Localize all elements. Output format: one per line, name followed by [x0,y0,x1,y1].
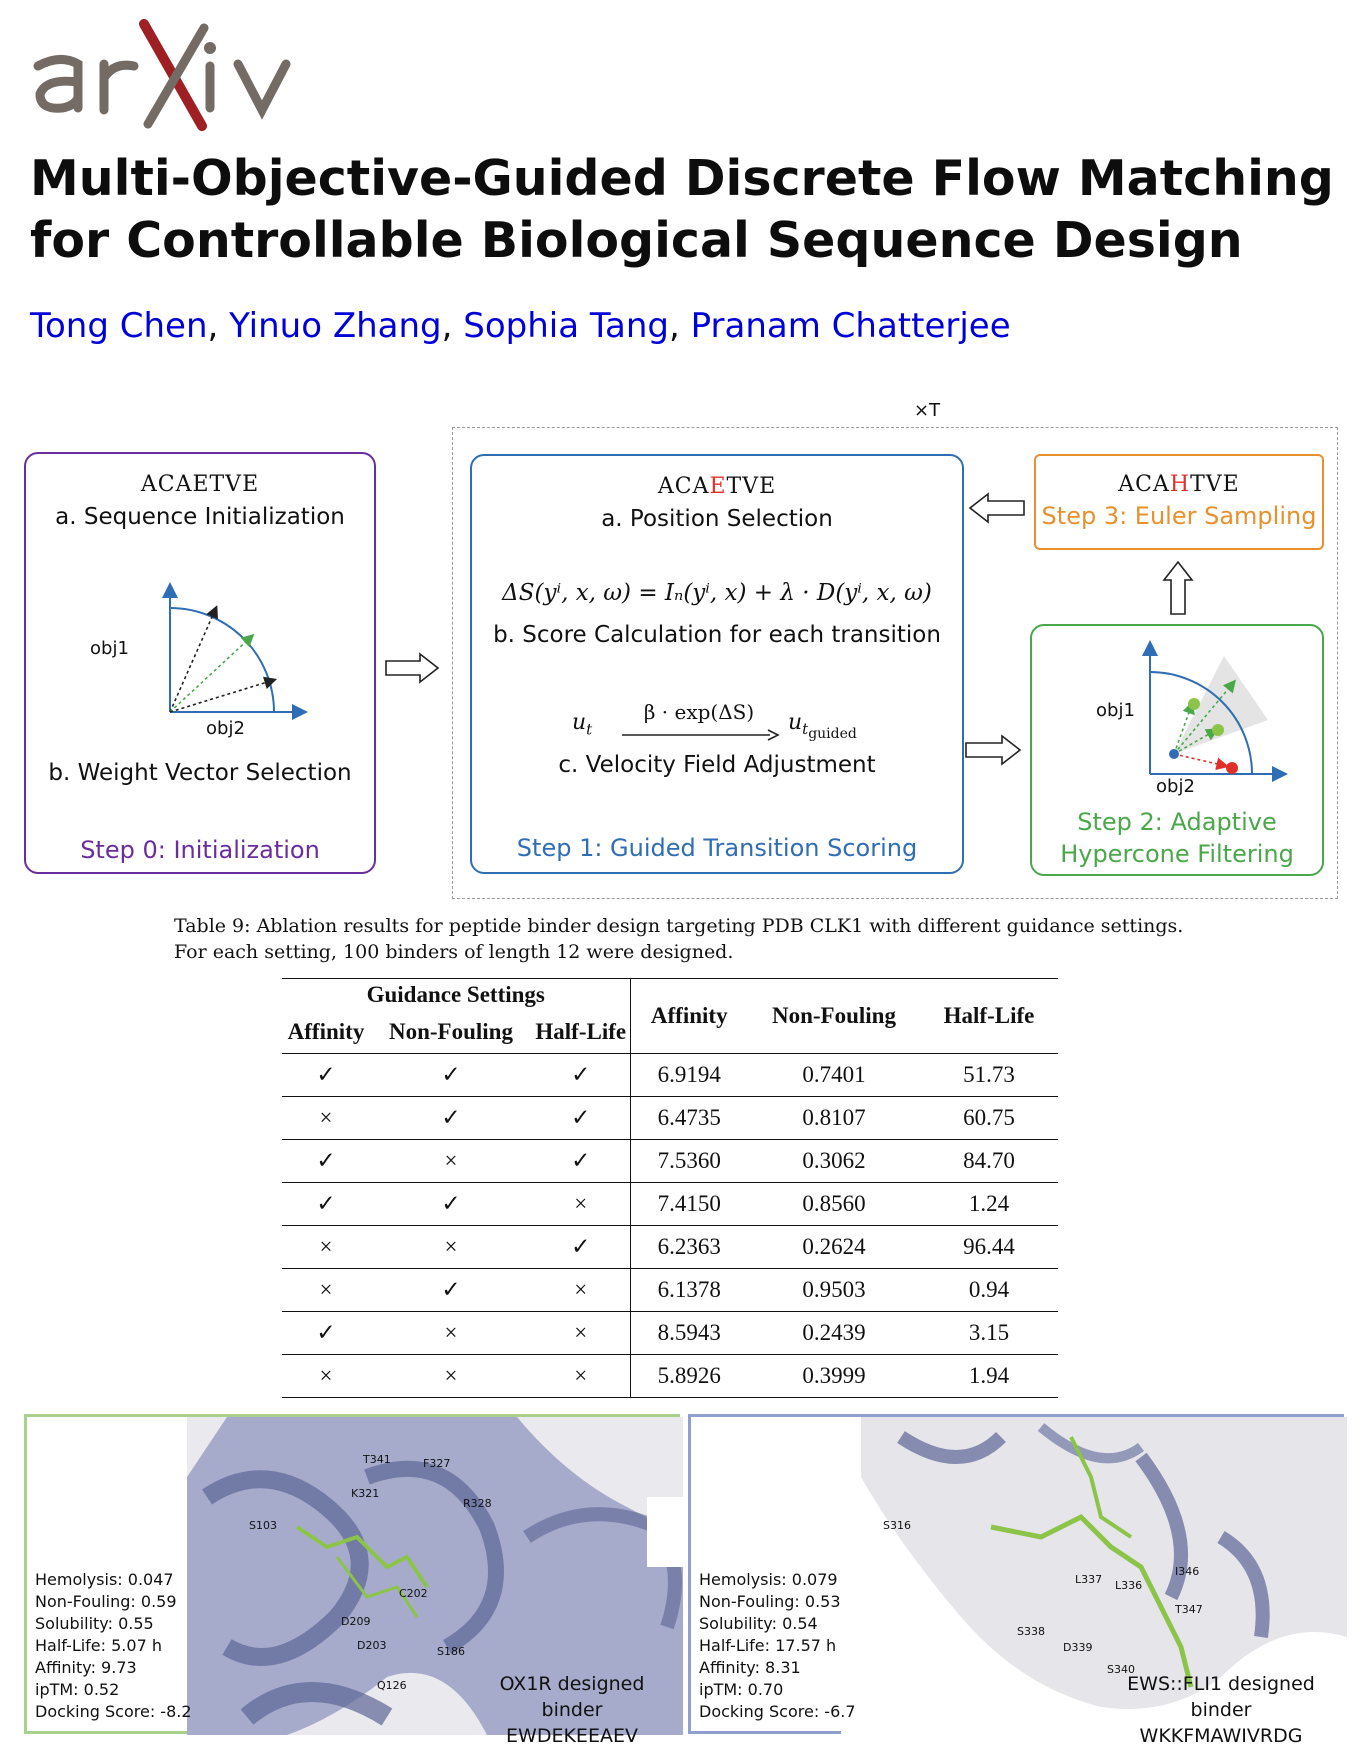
guidance-cell: × [319,1105,333,1130]
step1-position-label: a. Position Selection [601,506,833,532]
step2-axis-x: obj2 [1156,776,1195,797]
metric-cell: 0.8107 [802,1105,866,1130]
step1-score-label: b. Score Calculation for each transition [493,622,941,648]
guidance-cell: × [444,1148,458,1173]
metric-cell: 0.94 [968,1277,1010,1302]
residue-label: T347 [1175,1603,1203,1616]
metric-cell: 51.73 [963,1062,1015,1087]
metric-cell: 84.70 [963,1148,1015,1173]
score-formula: ΔS(yⁱ, x, ω) = Iₙ(yⁱ, x) + λ · D(yⁱ, x, ω) [502,580,932,606]
step3-title: Step 3: Euler Sampling [1041,502,1317,530]
step0-axis-y: obj1 [90,638,129,659]
step2-box [1030,624,1324,876]
logo-text: arXiv [26,142,29,143]
residue-label: L337 [1075,1573,1103,1586]
metric-cell: 0.3999 [802,1363,866,1388]
table-subheader: Half-Life [532,1011,630,1054]
table-row [282,1054,1058,1097]
metric-cell: 6.2363 [657,1234,721,1259]
table-row [282,1183,1058,1226]
step1-velocity-label: c. Velocity Field Adjustment [558,752,876,778]
ewsfli1-panel [688,1414,1344,1747]
table-subheader: Affinity [287,1019,365,1044]
velocity-guided: $u_{t_{guided}}$ [788,710,857,743]
guidance-cell: ✓ [316,1191,336,1216]
metric-cell: 1.24 [968,1191,1010,1216]
guidance-cell: × [444,1363,458,1388]
residue-label: Q126 [377,1679,407,1692]
residue-label: S186 [437,1645,465,1658]
guidance-cell: ✓ [532,1054,630,1097]
guidance-cell: ✓ [532,1226,630,1269]
guidance-cell: × [532,1183,630,1226]
metric-cell: 6.9194 [657,1062,721,1087]
table-row [282,1312,1058,1355]
metric-cell: 3.15 [968,1320,1010,1345]
guidance-cell: × [319,1277,333,1302]
author-list [30,306,1011,346]
guidance-cell: ✓ [441,1062,461,1087]
guidance-cell: × [319,1234,333,1259]
metric-cell: 8.5943 [657,1320,721,1345]
guidance-cell: × [444,1320,458,1345]
residue-label: S316 [883,1519,911,1532]
guidance-cell: × [532,1312,630,1355]
author-sep: , [441,306,453,346]
residue-label: L336 [1115,1579,1143,1592]
metric-cell: 0.2624 [802,1234,866,1259]
arrow-up-icon [1162,560,1194,616]
guidance-cell: × [532,1355,630,1398]
step0-title: Step 0: Initialization [80,836,320,864]
metric-cell: 60.75 [963,1105,1015,1130]
velocity-beta: β · exp(ΔS) [643,700,755,724]
ox1r-metrics: Hemolysis: 0.047 Non-Fouling: 0.59 Solubility: 0.55 Half-Life: 5.07 h Affinity: 9.73 ipTM: 0.52 Docking Score: -8.2 [35,1570,192,1721]
residue-label: S338 [1017,1625,1045,1638]
metric-cell: 5.8926 [657,1363,721,1388]
residue-label: D203 [357,1639,387,1652]
step3-box [1034,454,1324,550]
residue-label: D209 [341,1615,371,1628]
step2-axis-y: obj1 [1096,700,1135,721]
ewsfli1-binder-caption: EWS::FLI1 designed binder WKKFMAWIVRDG [1127,1673,1315,1747]
ox1r-binder-caption: OX1R designed binder EWDEKEEAEV [499,1673,645,1747]
table-row [282,1140,1058,1183]
residue-label: D339 [1063,1641,1093,1654]
metric-cell: 1.94 [968,1363,1010,1388]
ablation-table [282,978,1058,1398]
table-caption: Table 9: Ablation results for peptide binder design targeting PDB CLK1 with different guidance settings. For each setting, 100 binders of length 12 were designed. [174,915,1184,963]
hypercone-plot [1062,634,1302,784]
author-sep: , [207,306,219,346]
step2-title: Step 2: Adaptive Hypercone Filtering [1060,808,1294,868]
author-link[interactable]: Tong Chen [30,306,208,346]
arrow-right-icon [964,734,1022,766]
table-header: Affinity [650,1003,728,1028]
residue-label: F327 [423,1457,451,1470]
step0-seq: ACAETVE [140,472,260,497]
table-subheader: Non-Fouling [389,1019,513,1044]
guidance-cell: ✓ [532,1097,630,1140]
guidance-cell: ✓ [316,1320,336,1345]
author-link[interactable]: Sophia Tang [463,306,669,346]
arrow-right-icon [384,652,440,684]
ewsfli1-metrics: Hemolysis: 0.079 Non-Fouling: 0.53 Solubility: 0.54 Half-Life: 17.57 h Affinity: 8.31 ipTM: 0.70 Docking Score: -6.7 [699,1570,856,1721]
arxiv-logo [26,14,326,144]
step0-box [24,452,376,874]
table-row [282,1269,1058,1312]
weight-vector-plot [86,578,326,738]
metric-cell: 0.8560 [802,1191,866,1216]
step0-init-label: a. Sequence Initialization [55,504,345,530]
velocity-ut: $u_t$ [572,710,593,739]
guidance-cell: × [444,1234,458,1259]
residue-label: S103 [249,1519,277,1532]
guidance-cell: ✓ [532,1140,630,1183]
table-header: Half-Life [943,1003,1035,1028]
guidance-cell: ✓ [316,1148,336,1173]
table-row [282,1355,1058,1398]
arrow-left-icon [968,492,1026,524]
metric-cell: 0.2439 [802,1320,866,1345]
metric-cell: 0.9503 [802,1277,866,1302]
metric-cell: 7.5360 [657,1148,721,1173]
residue-label: C202 [399,1587,428,1600]
author-sep: , [669,306,680,346]
metric-cell: 96.44 [963,1234,1015,1259]
residue-label: T341 [363,1453,391,1466]
paper-title [30,148,1350,272]
residue-label: K321 [351,1487,380,1500]
metric-cell: 6.1378 [657,1277,721,1302]
metric-cell: 6.4735 [657,1105,721,1130]
guidance-cell: ✓ [441,1191,461,1216]
step1-seq: ACAETVE [657,474,777,499]
step1-box [470,454,964,874]
step0-weight-label: b. Weight Vector Selection [48,760,352,786]
step3-seq: ACAHTVE [1118,472,1240,497]
table-header: Non-Fouling [772,1003,896,1028]
residue-label: S340 [1107,1663,1135,1676]
repeat-label: ×T [914,400,941,421]
title-line-1: Multi-Objective-Guided Discrete Flow Matching [30,150,1334,207]
step0-axis-x: obj2 [206,718,245,739]
metric-cell: 0.7401 [802,1062,866,1087]
author-link[interactable]: Yinuo Zhang [229,306,442,346]
metric-cell: 0.3062 [802,1148,866,1173]
guidance-cell: × [319,1363,333,1388]
table-row [282,1226,1058,1269]
author-link[interactable]: Pranam Chatterjee [690,306,1011,346]
guidance-cell: ✓ [316,1062,336,1087]
table-group-header: Guidance Settings [282,979,630,1012]
guidance-cell: ✓ [441,1105,461,1130]
velocity-arrow-icon [620,728,780,742]
step1-title: Step 1: Guided Transition Scoring [516,834,918,862]
residue-label: R328 [463,1497,492,1510]
guidance-cell: × [532,1269,630,1312]
guidance-cell: ✓ [441,1277,461,1302]
residue-label: I346 [1175,1565,1200,1578]
metric-cell: 7.4150 [657,1191,721,1216]
title-line-2: for Controllable Biological Sequence Design [30,212,1243,269]
ox1r-panel [24,1414,680,1747]
table-row [282,1097,1058,1140]
